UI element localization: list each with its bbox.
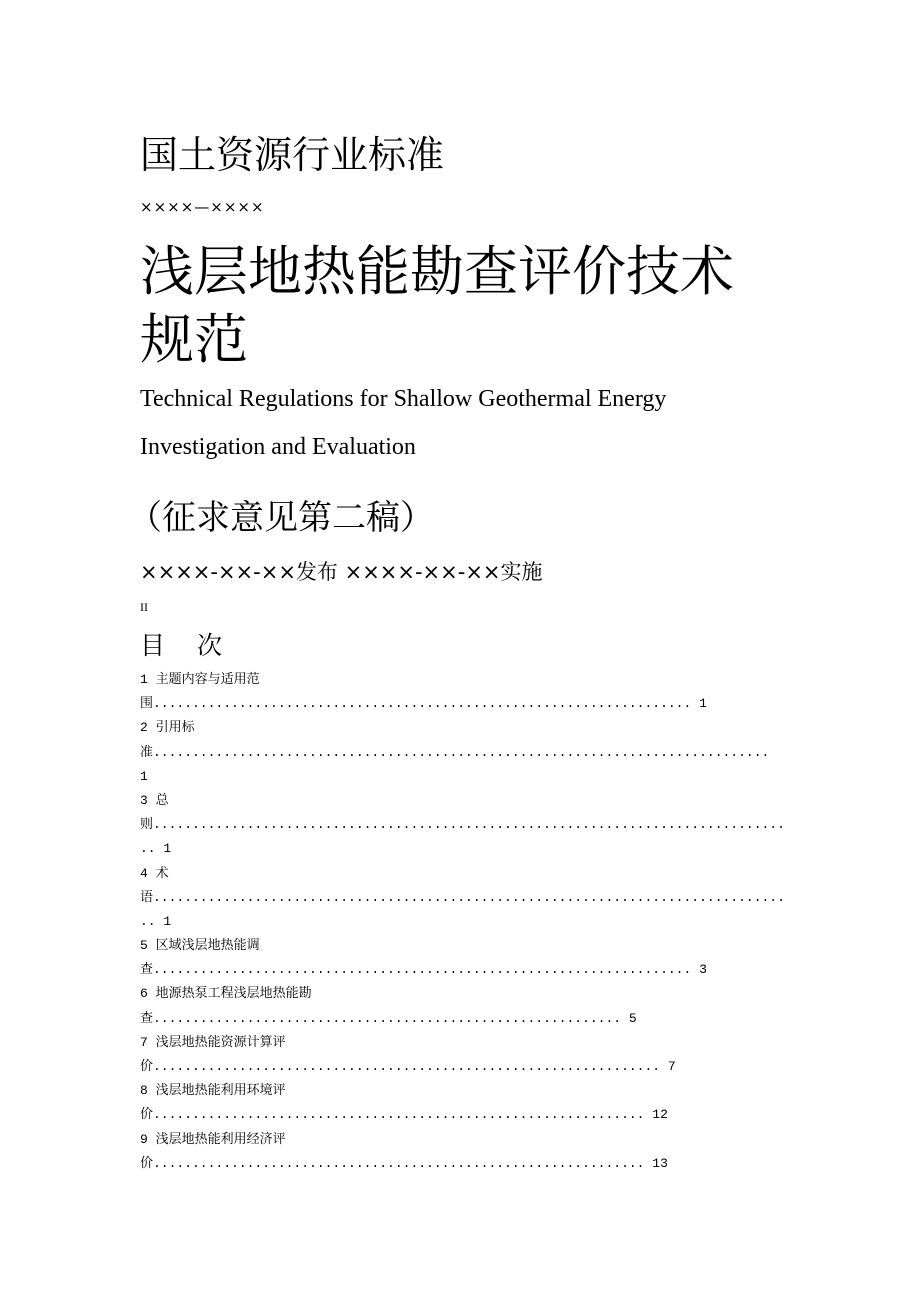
toc-line[interactable]: 3 总 xyxy=(140,792,169,808)
toc-line[interactable]: 6 地源热泵工程浅层地热能勘 xyxy=(140,986,312,1002)
toc-line[interactable]: 围..................................................................... 1 xyxy=(140,696,707,712)
toc-line[interactable]: 价............................................................... 12 xyxy=(140,1107,668,1123)
toc-line[interactable]: 1 xyxy=(140,768,148,784)
page-number: II xyxy=(140,600,148,614)
organization-heading: 国土资源行业标准 xyxy=(140,133,445,177)
toc-line[interactable]: 则................................................................................. xyxy=(140,817,785,833)
publish-implement-dates: ××××-××-××发布 ××××-××-××实施 xyxy=(140,560,543,584)
toc-line[interactable]: 9 浅层地热能利用经济评 xyxy=(140,1131,286,1147)
toc-line[interactable]: 价................................................................. 7 xyxy=(140,1059,676,1074)
toc-line[interactable]: 语................................................................................. xyxy=(140,889,785,905)
toc-line[interactable]: 准............................................................................... xyxy=(140,744,770,760)
toc-line[interactable]: 查............................................................ 5 xyxy=(140,1010,637,1026)
standard-code: ××××—×××× xyxy=(140,198,265,216)
draft-status: （征求意见第二稿） xyxy=(128,498,434,538)
english-title-line-2: Investigation and Evaluation xyxy=(140,434,416,460)
toc-line[interactable]: 1 主题内容与适用范 xyxy=(140,672,260,687)
toc-line[interactable]: 7 浅层地热能资源计算评 xyxy=(140,1034,286,1050)
table-of-contents xyxy=(140,668,785,1176)
toc-line[interactable]: 查..................................................................... 3 xyxy=(140,962,707,978)
english-title-line-1: Technical Regulations for Shallow Geothermal Energy xyxy=(140,386,667,412)
toc-heading: 目 次 xyxy=(140,631,234,660)
toc-line[interactable]: 2 引用标 xyxy=(140,720,195,736)
toc-line[interactable]: 8 浅层地热能利用环境评 xyxy=(140,1083,286,1099)
toc-line[interactable]: .. 1 xyxy=(140,913,172,929)
toc-line[interactable]: .. 1 xyxy=(140,841,172,857)
toc-line[interactable]: 4 术 xyxy=(140,865,169,881)
toc-line[interactable]: 5 区域浅层地热能调 xyxy=(140,938,260,954)
document-title: 浅层地热能勘查评价技术规范 xyxy=(140,240,734,371)
toc-line[interactable]: 价............................................................... 13 xyxy=(140,1155,668,1171)
